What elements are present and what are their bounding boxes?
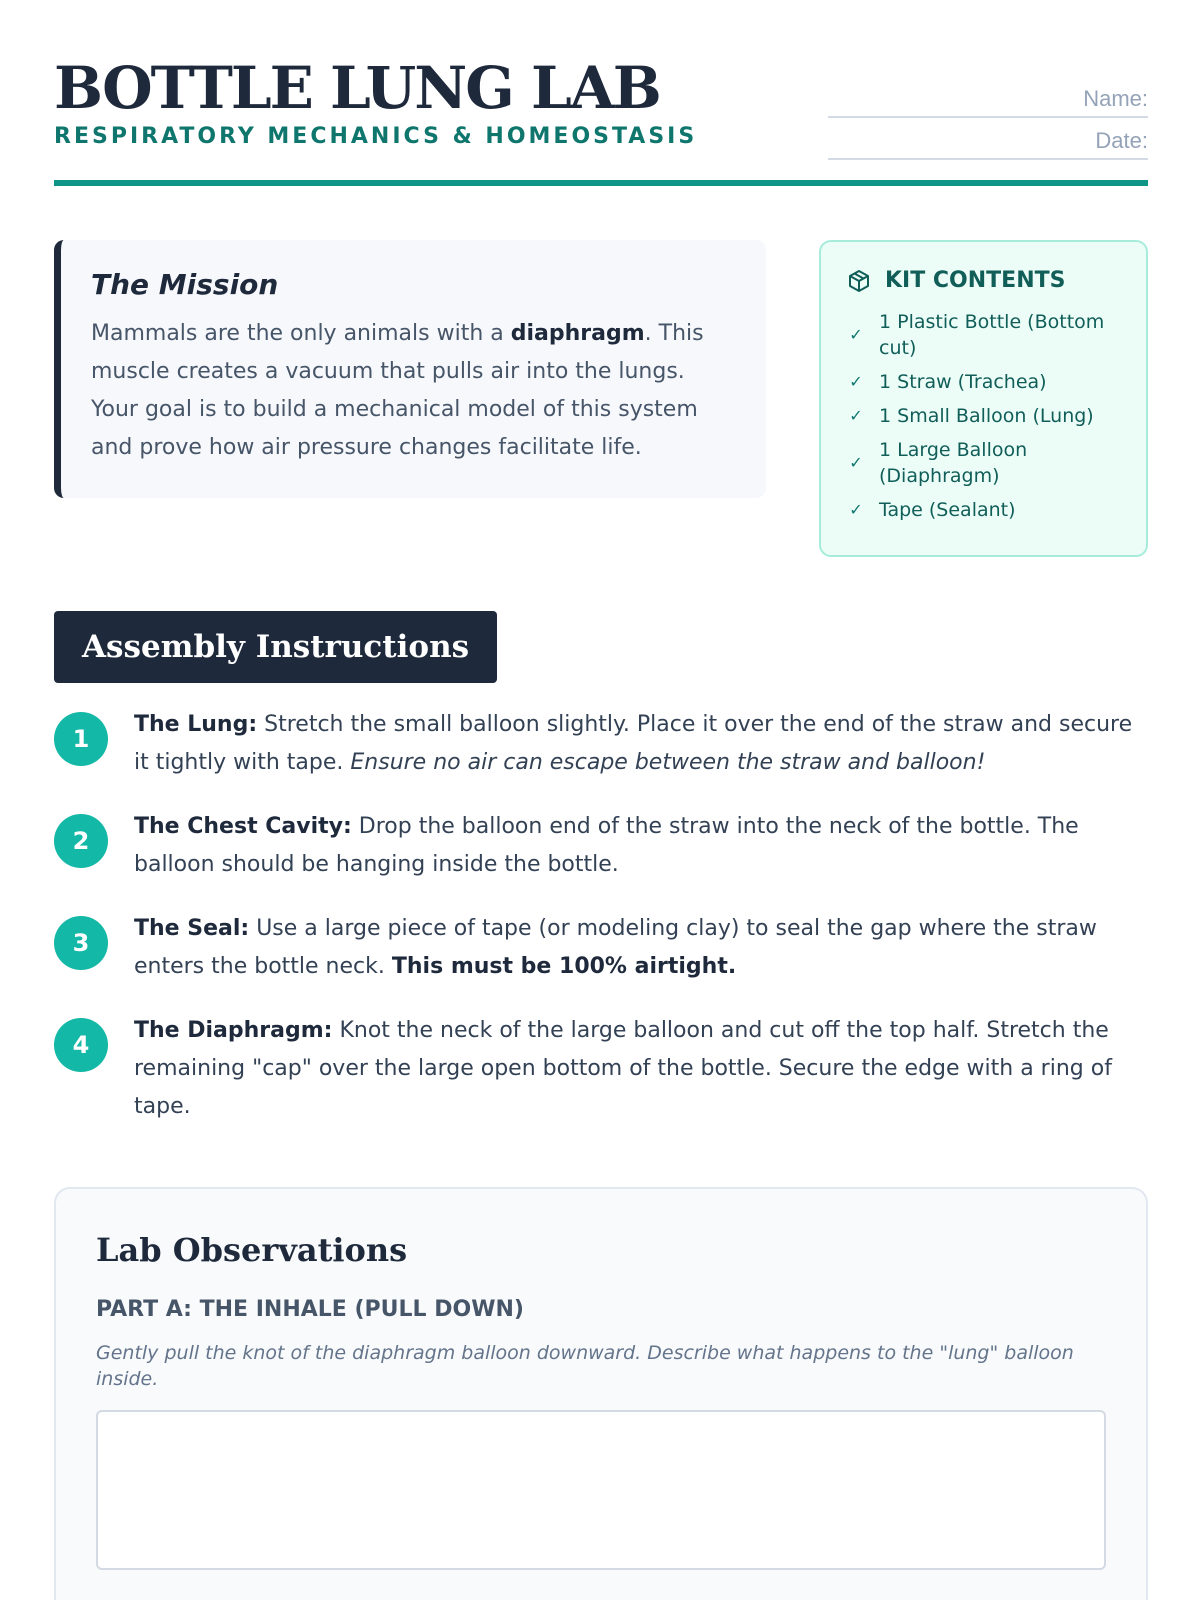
step-text: Knot the neck of the large balloon and cut off the top half. Stretch the remaining "cap" over the large open bottom of the bottle. Secure the edge with a ring of tape. (134, 1018, 1112, 1119)
kit-item (847, 437, 1120, 489)
kit-title: KIT CONTENTS (885, 268, 1066, 293)
mission-title: The Mission (91, 268, 279, 301)
observations-title: Lab Observations (96, 1231, 408, 1269)
mission-text-before: Mammals are the only animals with a (91, 321, 511, 346)
mission-box (54, 240, 766, 498)
mission-keyword: diaphragm (510, 321, 645, 346)
step-text: Drop the balloon end of the straw into the neck of the bottle. The balloon should be hanging inside the bottle. (134, 814, 1079, 877)
check-icon: ✓ (849, 372, 863, 391)
student-fields (828, 76, 1148, 160)
observations-section (54, 1187, 1148, 1600)
step-number-badge: 2 (54, 814, 108, 868)
kit-item (847, 369, 1120, 395)
step-label: The Diaphragm: (134, 1018, 333, 1043)
date-label: Date: (1095, 128, 1148, 153)
date-field[interactable] (828, 118, 1148, 160)
name-field[interactable] (828, 76, 1148, 118)
package-icon (847, 269, 871, 293)
assembly-heading: Assembly Instructions (54, 611, 497, 683)
step-number-badge: 3 (54, 916, 108, 970)
step-emphasis: This must be 100% airtight. (391, 954, 737, 979)
check-icon: ✓ (849, 325, 863, 344)
kit-contents-box (819, 240, 1148, 557)
check-icon: ✓ (849, 500, 863, 519)
kit-item-label: 1 Straw (Trachea) (879, 371, 1047, 393)
worksheet-page (54, 0, 1148, 1600)
part-a-answer-box[interactable] (96, 1410, 1106, 1570)
check-icon: ✓ (849, 406, 863, 425)
part-a-title: PART A: THE INHALE (PULL DOWN) (96, 1297, 524, 1322)
page-subtitle: RESPIRATORY MECHANICS & HOMEOSTASIS (54, 124, 698, 149)
kit-list (847, 309, 1120, 523)
step-4 (54, 1012, 1148, 1126)
step-label: The Lung: (134, 712, 258, 737)
name-label: Name: (1083, 86, 1148, 111)
step-label: The Chest Cavity: (134, 814, 352, 839)
mission-text-after: . This muscle creates a vacuum that pulls air into the lungs. Your goal is to build a mechanical model of this system and prove how air pressure changes facilitate life. (91, 321, 704, 460)
kit-item-label: 1 Large Balloon (Diaphragm) (879, 439, 1028, 487)
kit-item (847, 403, 1120, 429)
mission-text (91, 315, 736, 467)
check-icon: ✓ (849, 453, 863, 472)
kit-item (847, 497, 1120, 523)
assembly-steps (54, 706, 1148, 1152)
kit-item-label: 1 Small Balloon (Lung) (879, 405, 1094, 427)
kit-item-label: Tape (Sealant) (879, 499, 1016, 521)
step-2 (54, 808, 1148, 884)
step-text: Use a large piece of tape (or modeling clay) to seal the gap where the straw enters the bottle neck. (134, 916, 1097, 979)
step-1 (54, 706, 1148, 782)
kit-item (847, 309, 1120, 361)
kit-header (847, 268, 1120, 293)
step-warning: Ensure no air can escape between the straw and balloon! (350, 750, 986, 775)
page-title: BOTTLE LUNG LAB (54, 54, 660, 122)
step-text: Stretch the small balloon slightly. Place it over the end of the straw and secure it tightly with tape. (134, 712, 1133, 775)
part-a-hint: Gently pull the knot of the diaphragm balloon downward. Describe what happens to the "lung" balloon inside. (96, 1342, 1074, 1390)
header-divider (54, 180, 1148, 186)
step-number-badge: 1 (54, 712, 108, 766)
step-3 (54, 910, 1148, 986)
step-label: The Seal: (134, 916, 250, 941)
header (54, 56, 1148, 186)
step-number-badge: 4 (54, 1018, 108, 1072)
kit-item-label: 1 Plastic Bottle (Bottom cut) (879, 311, 1105, 359)
